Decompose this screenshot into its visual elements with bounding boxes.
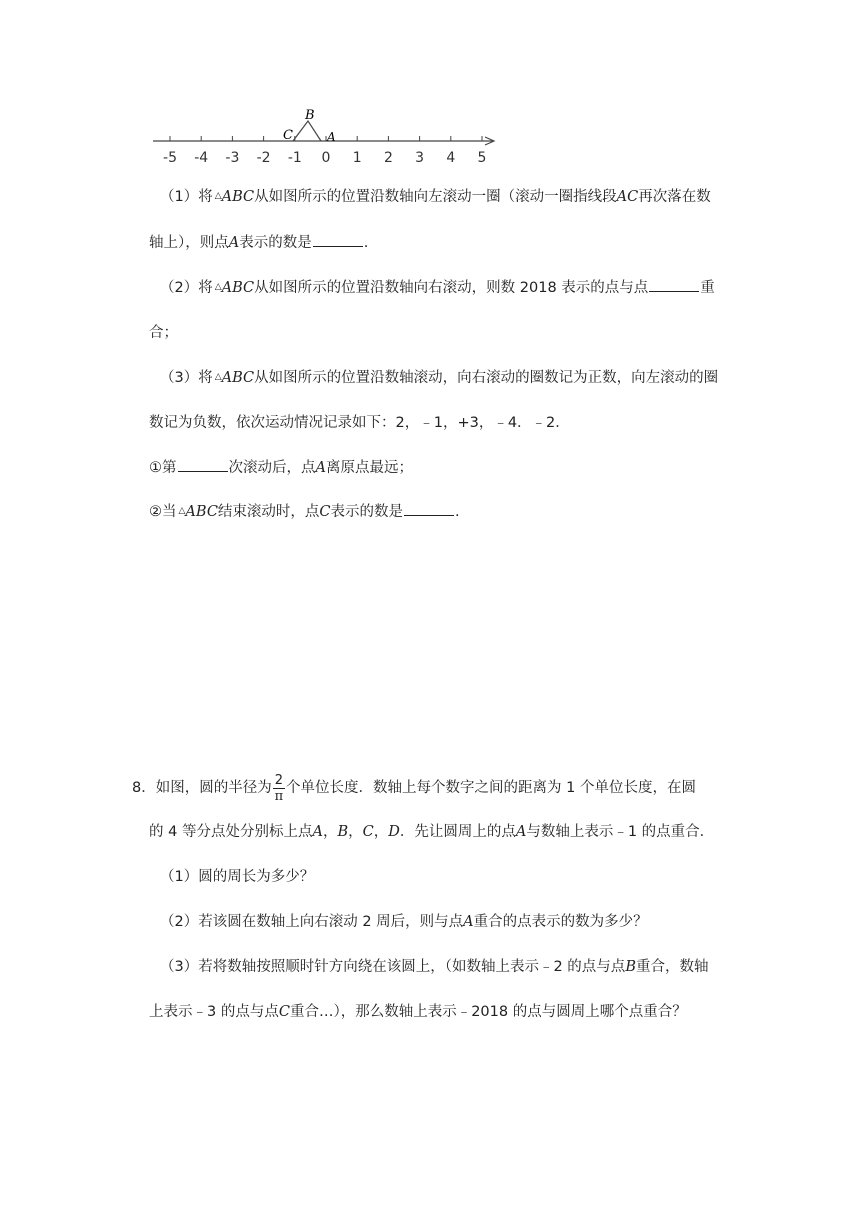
text: 重 bbox=[700, 280, 715, 296]
text: 从如图所示的位置沿数轴滚动，向右滚动的圈数记为正数，向左滚动的圈 bbox=[254, 370, 719, 386]
point-label-b: B bbox=[305, 108, 315, 123]
point-label-c: C bbox=[283, 128, 293, 143]
text: （3）若将数轴按照顺时针方向绕在该圆上，（如数轴上表示﹣2 的点与点 bbox=[160, 959, 626, 975]
text: 上表示﹣3 的点与点 bbox=[149, 1004, 279, 1020]
point-name: A bbox=[312, 824, 323, 840]
point-name: C bbox=[278, 1004, 290, 1020]
tick-label: 5 bbox=[477, 150, 487, 165]
q8-intro-line2 bbox=[149, 822, 714, 842]
tick-label: -3 bbox=[225, 150, 240, 165]
text: （1）将 bbox=[160, 189, 213, 205]
axis-ticks bbox=[163, 136, 486, 165]
tick-label: -1 bbox=[287, 150, 302, 165]
q8-part2 bbox=[160, 912, 648, 932]
tick-label: 2 bbox=[383, 150, 393, 165]
triangle-name: ABC bbox=[221, 370, 255, 386]
tick-label: -4 bbox=[194, 150, 209, 165]
answer-blank bbox=[178, 457, 228, 472]
q8-intro-line1 bbox=[132, 768, 696, 808]
triangle-symbol: △ bbox=[214, 372, 222, 382]
triangle-name: ABC bbox=[185, 504, 218, 520]
text: ， bbox=[373, 824, 389, 840]
point-name: A bbox=[228, 235, 240, 251]
text: （2）若该圆在数轴上向右滚动 2 周后，则与点 bbox=[160, 914, 464, 930]
text: ．先让圆周上的点 bbox=[399, 824, 516, 840]
q7-part1-line1 bbox=[160, 186, 711, 207]
axis-line bbox=[153, 137, 494, 145]
text: 表示的数是 bbox=[330, 504, 404, 520]
triangle-symbol: △ bbox=[178, 506, 186, 516]
tick-label: 0 bbox=[321, 150, 331, 165]
point-name: A bbox=[315, 460, 326, 476]
text: 从如图所示的位置沿数轴向左滚动一圈（滚动一圈指线段 bbox=[254, 189, 617, 205]
text: . bbox=[455, 504, 460, 520]
text: 离原点最远； bbox=[325, 460, 413, 476]
text: 数记为负数，依次运动情况记录如下：2，﹣1，+3，﹣4．﹣2． bbox=[149, 415, 570, 431]
text: 个单位长度．数轴上每个数字之间的距离为 1 个单位长度，在圆 bbox=[286, 780, 696, 796]
tick-label: 4 bbox=[446, 150, 456, 165]
answer-blank bbox=[404, 501, 454, 516]
answer-blank bbox=[313, 232, 363, 247]
point-name: C bbox=[362, 824, 374, 840]
point-name: A bbox=[515, 824, 527, 840]
text: 重合的点表示的数为多少？ bbox=[473, 914, 648, 930]
text: 次滚动后，点 bbox=[228, 460, 316, 476]
fraction-denominator: π bbox=[274, 788, 284, 804]
text: ②当 bbox=[149, 504, 177, 520]
triangle-name: ABC bbox=[221, 189, 255, 205]
text: ， bbox=[348, 824, 363, 840]
text: 表示的数是 bbox=[239, 235, 312, 251]
text: 的 4 等分点处分别标上点 bbox=[149, 824, 313, 840]
point-name: C bbox=[319, 504, 331, 520]
text: . bbox=[363, 235, 369, 251]
text: 结束滚动时，点 bbox=[217, 504, 320, 520]
q7-part2-line1 bbox=[160, 277, 715, 298]
triangle-symbol: △ bbox=[214, 191, 222, 201]
text: 再次落在数 bbox=[638, 189, 711, 205]
text: 8．如图，圆的半径为 bbox=[132, 780, 272, 796]
text: ， bbox=[322, 824, 338, 840]
q7-part2-line2 bbox=[149, 323, 178, 343]
text: 与数轴上表示﹣1 的点重合． bbox=[526, 824, 715, 840]
text: ①第 bbox=[149, 460, 177, 476]
tick-label: 1 bbox=[352, 150, 362, 165]
triangle-abc bbox=[293, 121, 321, 141]
q7-part1-line2 bbox=[149, 232, 368, 253]
answer-blank bbox=[649, 277, 699, 292]
point-name: A bbox=[463, 914, 474, 930]
fraction-2-over-pi bbox=[273, 773, 285, 804]
q8-part3-line2 bbox=[149, 1002, 687, 1022]
point-name: B bbox=[337, 824, 349, 840]
text: 合； bbox=[149, 325, 178, 341]
number-line-figure bbox=[145, 105, 505, 165]
triangle-name: ABC bbox=[221, 280, 255, 296]
tick-label: -5 bbox=[163, 150, 177, 165]
triangle-symbol: △ bbox=[214, 282, 222, 292]
point-label-a: A bbox=[327, 130, 336, 144]
tick-label: 3 bbox=[415, 150, 425, 165]
q7-sub2 bbox=[149, 501, 460, 522]
text: 重合…），那么数轴上表示﹣2018 的点与圆周上哪个点重合？ bbox=[289, 1004, 687, 1020]
text: 重合，数轴 bbox=[635, 959, 709, 975]
q7-sub1 bbox=[149, 457, 413, 478]
point-name: D bbox=[388, 824, 400, 840]
q7-part3-line2 bbox=[149, 413, 570, 433]
point-name: B bbox=[625, 959, 636, 975]
text: 从如图所示的位置沿数轴向右滚动，则数 2018 表示的点与点 bbox=[254, 280, 649, 296]
text: 轴上），则点 bbox=[149, 235, 229, 251]
text: （2）将 bbox=[160, 280, 213, 296]
tick-label: -2 bbox=[256, 150, 271, 165]
segment-name: AC bbox=[616, 189, 639, 205]
q8-part1 bbox=[160, 867, 314, 887]
q7-part3-line1 bbox=[160, 367, 718, 388]
text: （3）将 bbox=[160, 370, 213, 386]
q8-part3-line1 bbox=[160, 957, 708, 977]
text: （1）圆的周长为多少？ bbox=[160, 869, 315, 885]
fraction-numerator: 2 bbox=[274, 772, 284, 788]
